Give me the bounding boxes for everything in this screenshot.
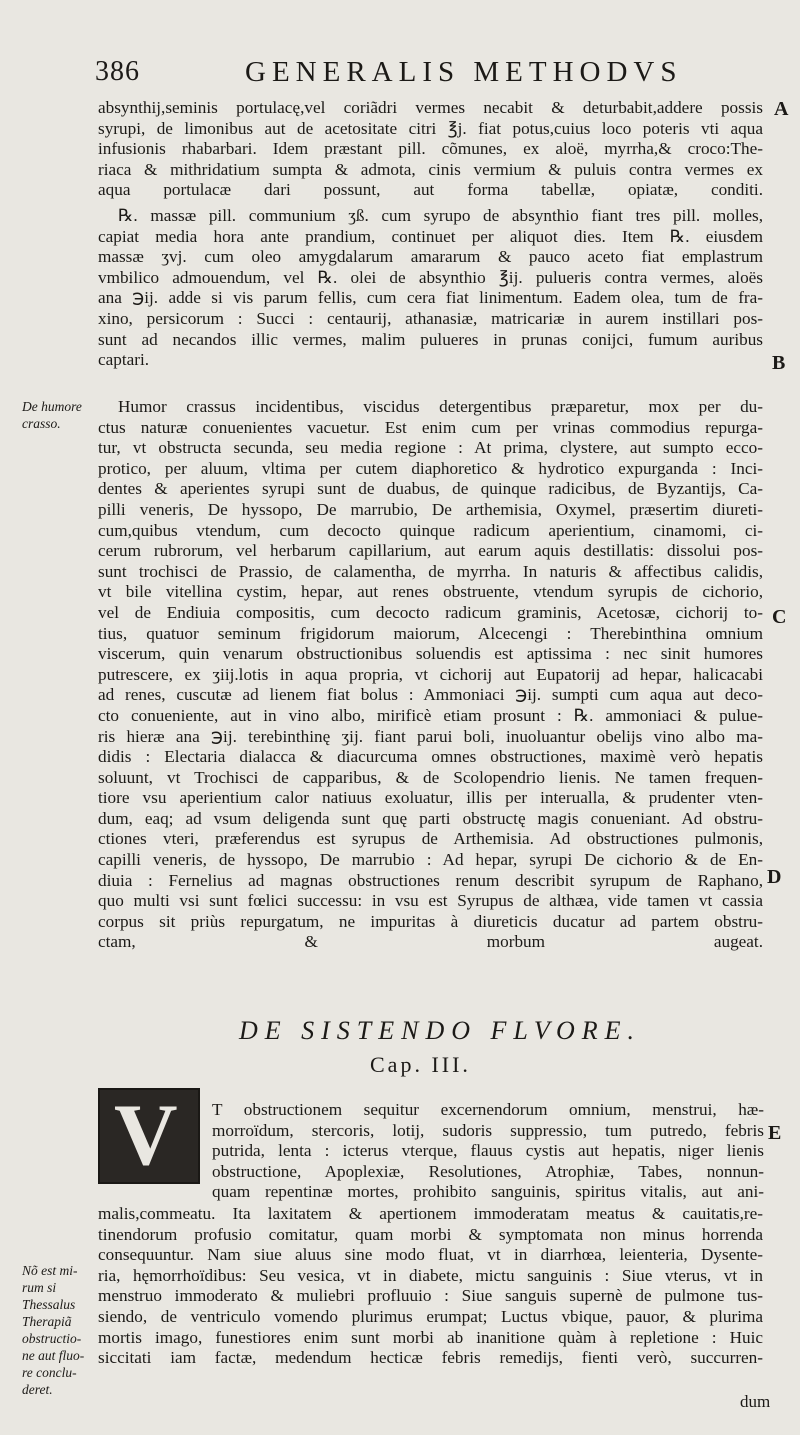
text-line: menstruo immoderato & muliebri profluuio : Siue sanguis supernè de pulmone tus-	[98, 1286, 763, 1306]
text-line: quam repentinæ mortes, prohibito sanguinis, spiritus vitalis, aut ani-	[212, 1182, 764, 1202]
margin-note-line: deret.	[22, 1382, 53, 1397]
page-number: 386	[95, 56, 140, 87]
text-line: sunt trochisci de Prassio, de calamentha, de myrrha. In naturis & affectibus calidis,	[98, 561, 763, 581]
section-marker-d: D	[767, 866, 782, 888]
text-line: putrida, lenta : icterus vterque, flauus cystis aut hepatis, niger lienis	[212, 1141, 764, 1161]
decorated-initial	[98, 1088, 200, 1184]
text-line: vel de Endiuia compositis, cum decocto radicum graminis, Acetosæ, cichorij to-	[98, 602, 763, 622]
text-line: corpus sit priùs repurgatum, ne impuritas à diureticis ducatur ad partem obstru-	[98, 911, 763, 931]
text-line: ria, hęmorrhoïdibus: Seu vesica, vt in diabete, mictu sanguinis : Siue vterus, vt in	[98, 1265, 763, 1285]
margin-note-line: re conclu-	[22, 1365, 77, 1380]
section-marker-a: A	[774, 98, 789, 120]
running-title: GENERALIS METHODVS	[245, 56, 683, 88]
text-line: syrupi, de limonibus aut de acetositate citri ℥j. fiat potus,cuius loco poteris vti aqua	[98, 118, 763, 138]
text-line: dentes & aperientes syrupi sunt de duabus, de quinque radicibus, de Byzantijs, Ca-	[98, 479, 763, 499]
section-marker-c: C	[772, 606, 787, 628]
text-line: tur, vt obstructa secunda, seu media regione : At prima, clystere, aut sumpto ecco-	[98, 438, 763, 458]
text-line: capilli veneris, de hyssopo, De marrubio : Ad hepar, syrupi De cichorio & de En-	[98, 850, 763, 870]
text-line: tiore vsu aperientium calor natiuus exoluatur, illis per interualla, & prudenter vten-	[98, 788, 763, 808]
margin-note-line: rum si	[22, 1280, 57, 1295]
text-line: capiat media hora ante prandium, continuet per aliquot dies. Item ℞. eiusdem	[98, 226, 763, 246]
margin-note-line: De humore	[22, 399, 82, 414]
catchword: dum	[740, 1392, 771, 1411]
text-line: aqua portulacæ dari possunt, aut forma tabellæ, opiatæ, conditi.	[98, 180, 763, 200]
margin-note-line: crasso.	[22, 416, 61, 431]
text-line: ris hieræ ana ℈ij. terebinthinę ʒij. fiant parui boli, inuoluantur obelijs vino albo ma-	[98, 726, 763, 746]
text-line: ctiones vteri, præferendus est syrupus de Arthemisia. Ad obstructiones pulmonis,	[98, 829, 763, 849]
text-line: ctam, & morbum augeat.	[98, 932, 763, 952]
margin-note-humore	[22, 398, 82, 432]
text-line: massæ ʒvj. cum oleo amygdalarum amararum & pauco aceto fiat emplastrum	[98, 247, 763, 267]
text-line: cerum rubrorum, vel herbarum capillarium, aut earum aquis destillatis: dissolui pos-	[98, 541, 763, 561]
margin-note-mirum	[22, 1262, 84, 1398]
text-line: morroïdum, stercoris, lotij, sudoris suppressio, tum putredo, febris	[212, 1120, 764, 1140]
text-line: consequuntur. Nam siue aluus sine modo fluat, vt in diarrhœa, leienteria, Dysente-	[98, 1245, 763, 1265]
margin-note-line: Therapiã	[22, 1314, 72, 1329]
text-line: vt bile vitellina cystim, hepar, aut renes obstruente, vtendum syrupis de cichorio,	[98, 582, 763, 602]
section-marker-e: E	[768, 1122, 782, 1144]
text-line: cum,quibus vtendum, cum decocto quinque radicum aperientium, cinamomi, ci-	[98, 520, 763, 540]
text-line: obstructione, Apoplexiæ, Resolutiones, Atrophiæ, Tabes, nonnun-	[212, 1161, 764, 1181]
text-line: viscerum, quin venarum obstructionibus soluendis est aptissima : nec sinit humores	[98, 644, 763, 664]
text-line: protico, per aluum, vltima per cutem diaphoretico & hydrotico expurganda : Inci-	[98, 458, 763, 478]
section-title: DE SISTENDO FLVORE.	[238, 1016, 642, 1045]
text-line: soluunt, vt Trochisci de capparibus, & de Scolopendrio lienis. Ne tamen frequen-	[98, 767, 763, 787]
margin-note-line: ne aut fluo-	[22, 1348, 85, 1363]
text-line: infusionis rhabarbari. Idem præstant pill. cõmunes, ex aloë, myrrha,& croco:The-	[98, 139, 763, 159]
text-line: sunt ad necandos illic vermes, malim pulueres in prunas conijci, fumum auribus	[98, 329, 763, 349]
paragraph-chapter-opening	[212, 1100, 764, 1203]
text-line: tius, quatuor seminum frigidorum maiorum, Alcecengi : Therebinthina omnium	[98, 623, 763, 643]
text-line: ℞. massæ pill. communium ʒß. cum syrupo de absynthio fiant tres pill. molles,	[118, 206, 763, 225]
text-line: absynthij,seminis portulacę,vel coriãdri vermes necabit & deturbabit,addere possis	[98, 98, 763, 117]
margin-note-line: obstructio-	[22, 1331, 82, 1346]
paragraph-humor-crassus	[98, 397, 763, 953]
text-line: riaca & mithridatium sumpta & admota, cinis vermium & puluis contra vermes ex	[98, 159, 763, 179]
text-line: tinendorum profusio comitatur, quam morbi & symptomata non minus horrenda	[98, 1224, 763, 1244]
text-line: siccitati iam factæ, medendum hecticæ febris remedijs, fienti verò, succurren-	[98, 1348, 763, 1368]
paragraph-pill-recipe	[98, 206, 763, 371]
text-line: mortis imago, funestiores enim sunt morbi ab inanitione quàm à repletione : Huic	[98, 1327, 763, 1347]
section-marker-b: B	[772, 352, 786, 374]
text-line: putrescere, ex ʒiij.lotis in aqua propria, vt cichorij aut Eupatorij ad hepar, halicacabi	[98, 664, 763, 684]
margin-note-line: Nõ est mi-	[22, 1263, 78, 1278]
text-line: T obstructionem sequitur excernendorum omnium, menstrui, hæ-	[212, 1100, 764, 1119]
chapter-label: Cap. III.	[370, 1052, 471, 1077]
paragraph-chapter-body	[98, 1204, 763, 1369]
text-line: vmbilico admouendum, vel ℞. olei de absynthio ℥ij. pulueris contra vermes, aloës	[98, 267, 763, 287]
text-line: malis,commeatu. Ita laxitatem & apertionem immoderatam meatus & cauitatis,re-	[98, 1204, 763, 1223]
text-line: quo multi vsi sunt fœlici successu: in vsu est Syrupus de althæa, vide tamen vt cassia	[98, 891, 763, 911]
text-line: didis : Electaria dialacca & diacurcuma omnes obstructiones, maximè verò hepatis	[98, 747, 763, 767]
text-line: siendo, de ventriculo vomendo plurimus erumpat; Luctus vbique, pauor, & plurima	[98, 1306, 763, 1326]
text-line: ad renes, cuscutæ ad lienem fiat bolus : Ammoniaci ℈ij. sumpti cum aqua aut deco-	[98, 685, 763, 705]
text-line: ctus naturæ conuenientes vacuetur. Est enim cum per vrinas commodius repurga-	[98, 417, 763, 437]
margin-note-line: Thessalus	[22, 1297, 76, 1312]
initial-letter: V	[114, 1087, 178, 1184]
paragraph-worms-remedies	[98, 98, 763, 201]
text-line: diuia : Fernelius ad magnas obstructiones renum describit syrupum de Raphano,	[98, 870, 763, 890]
page-header	[95, 56, 685, 96]
text-line: cto conueniente, aut in vino albo, mirificè etiam prosunt : ℞. ammoniaci & pulue-	[98, 705, 763, 725]
text-line: xino, persicorum : Succi : centaurij, athanasiæ, matricariæ in aurem instillari pos-	[98, 308, 763, 328]
text-line: ana ℈ij. adde si vis parum fellis, cum cera fiat linimentum. Eadem olea, tum de fra-	[98, 288, 763, 308]
text-line: captari.	[98, 350, 150, 370]
text-line: dum, eaq; ad vsum deligenda sunt quę parti obstructę magis conueniant. Ad obstru-	[98, 808, 763, 828]
text-line: pilli veneris, De hyssopo, De marrubio, De arthemisia, Oxymel, præsertim diureti-	[98, 499, 763, 519]
text-line: Humor crassus incidentibus, viscidus detergentibus præparetur, mox per du-	[118, 397, 763, 416]
